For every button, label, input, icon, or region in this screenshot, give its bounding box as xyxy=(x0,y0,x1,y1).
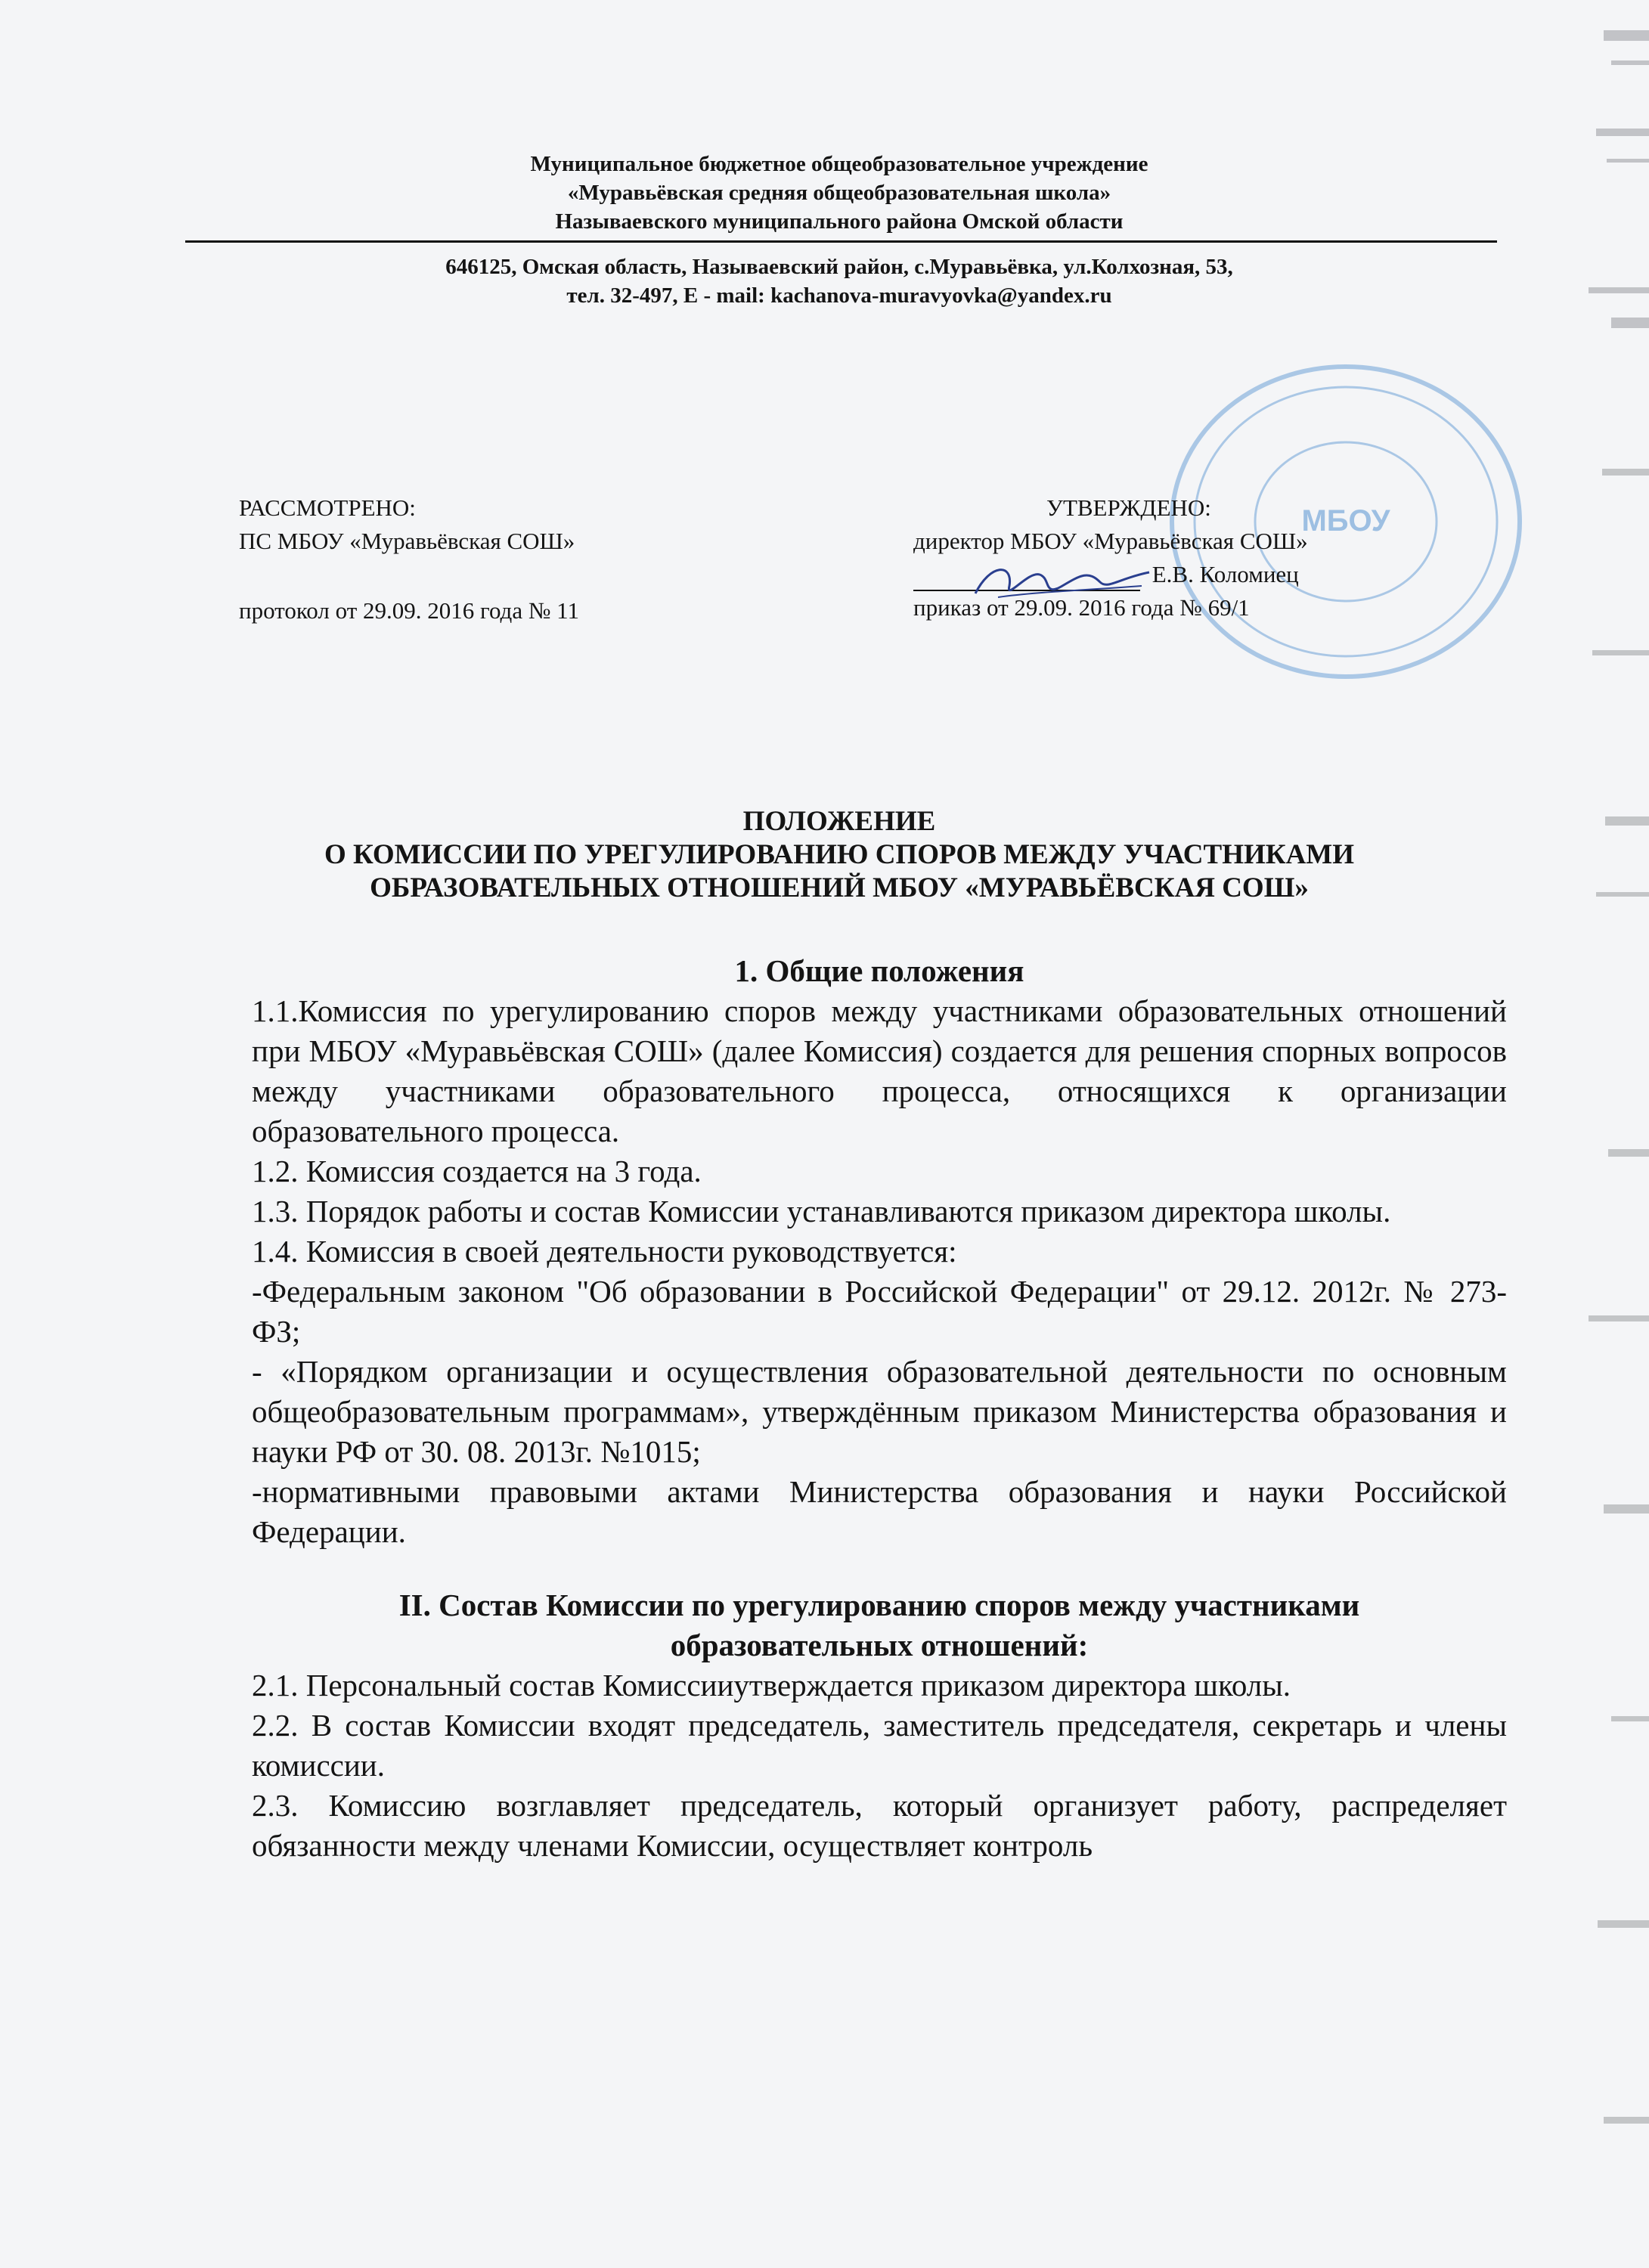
school-contacts xyxy=(181,253,1497,310)
paragraph-1-4c: -нормативными правовыми актами Министерства образования и науки Российской Федерации. xyxy=(252,1474,1507,1549)
paragraph-1-4a: -Федеральным законом "Об образовании в Российской Федерации" от 29.12. 2012г. № 273- ФЗ; xyxy=(252,1274,1507,1349)
reviewed-title: РАССМОТРЕНО: xyxy=(239,494,416,521)
reviewed-org: ПС МБОУ «Муравьёвская СОШ» xyxy=(239,528,575,554)
title-line-1: ПОЛОЖЕНИЕ xyxy=(742,806,936,837)
header-line-1: Муниципальное бюджетное общеобразовательное учреждение xyxy=(530,152,1148,176)
title-line-3: ОБРАЗОВАТЕЛЬНЫХ ОТНОШЕНИЙ МБОУ «МУРАВЬЁВСКАЯ СОШ» xyxy=(370,872,1309,903)
school-address: 646125, Омская область, Называевский район, с.Муравьёвка, ул.Колхозная, 53, xyxy=(445,255,1233,279)
approved-order: приказ от 29.09. 2016 года № 69/1 xyxy=(913,594,1250,621)
paragraph-2-2: 2.2. В состав Комиссии входят председатель, заместитель председателя, секретарь и члены комиссии. xyxy=(252,1708,1507,1783)
reviewed-block xyxy=(239,491,579,627)
school-header xyxy=(181,150,1497,236)
document-title xyxy=(181,805,1497,905)
scan-edge-noise xyxy=(1558,0,1649,2268)
approved-signer: Е.В. Коломиец xyxy=(1152,561,1299,587)
paragraph-1-1: 1.1.Комиссия по урегулированию споров между участниками образовательных отношений при МБОУ «Муравьёвская СОШ» (далее Комиссия) создается для решения спорных вопросов между участниками образовательного процесса, относящихся к организации образовательного процесса. xyxy=(252,993,1507,1148)
paragraph-1-4: 1.4. Комиссия в своей деятельности руководствуется: xyxy=(252,1234,957,1269)
section-1-heading: 1. Общие положения xyxy=(734,953,1024,988)
stamp-center-text: МБОУ xyxy=(1301,504,1390,538)
document-body xyxy=(252,951,1507,1866)
paragraph-1-3: 1.3. Порядок работы и состав Комиссии устанавливаются приказом директора школы. xyxy=(252,1194,1391,1228)
approved-position: директор МБОУ «Муравьёвская СОШ» xyxy=(913,528,1308,554)
director-signature xyxy=(968,556,1157,609)
reviewed-protocol: протокол от 29.09. 2016 года № 11 xyxy=(239,597,580,624)
approved-title: УТВЕРЖДЕНО: xyxy=(1046,494,1211,521)
school-phone-email: тел. 32-497, E - mail: kachanova-muravyovka@yandex.ru xyxy=(566,284,1112,308)
header-line-3: Называевского муниципального района Омской области xyxy=(555,209,1124,234)
paragraph-1-4b: - «Порядком организации и осуществления образовательной деятельности по основным общеобразовательным программам», утверждённым приказом Министерства образования и науки РФ от 30. 08. 2013г. №1015; xyxy=(252,1354,1507,1469)
paragraph-2-1: 2.1. Персональный состав Комиссииутверждается приказом директора школы. xyxy=(252,1668,1291,1703)
paragraph-2-3: 2.3. Комиссию возглавляет председатель, который организует работу, распределяет обязанности между членами Комиссии, осуществляет контроль xyxy=(252,1788,1507,1863)
title-line-2: О КОМИССИИ ПО УРЕГУЛИРОВАНИЮ СПОРОВ МЕЖДУ УЧАСТНИКАМИ xyxy=(324,839,1355,870)
header-divider xyxy=(185,240,1497,243)
header-line-2: «Муравьёвская средняя общеобразовательная школа» xyxy=(567,181,1111,205)
section-2-heading: II. Состав Комиссии по урегулированию споров между участниками образовательных отношений: xyxy=(398,1588,1360,1662)
paragraph-1-2: 1.2. Комиссия создается на 3 года. xyxy=(252,1154,702,1188)
